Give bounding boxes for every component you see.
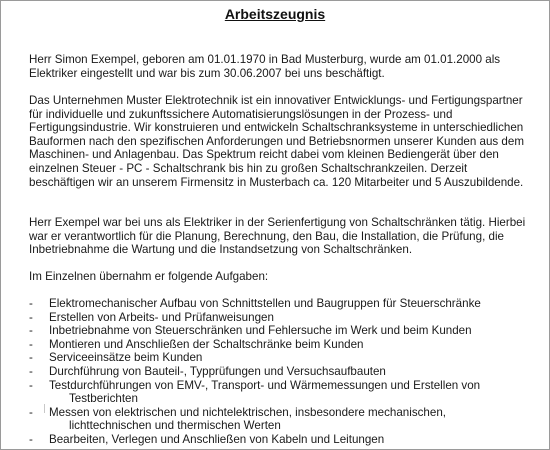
task-list <box>29 297 534 447</box>
task-item <box>29 406 534 433</box>
task-item <box>29 379 534 406</box>
task-text: Elektromechanischer Aufbau von Schnittstellen und Baugruppen für Steuerschränke <box>49 297 481 310</box>
bullet-dash: - <box>29 297 33 310</box>
paragraph-tasks-intro: Im Einzelnen übernahm er folgende Aufgaben: <box>29 270 269 283</box>
margin-mark <box>44 404 45 413</box>
task-text: Montieren und Anschließen der Schaltschränke beim Kunden <box>49 337 364 351</box>
bullet-dash: - <box>29 432 33 446</box>
bullet-dash: - <box>29 364 33 378</box>
task-text-continuation: lichttechnischen und thermischen Werten <box>69 419 281 433</box>
task-text: Testdurchführungen von EMV-, Transport- und Wärmemessungen und Erstellen von <box>49 378 481 392</box>
task-item <box>29 324 534 338</box>
bullet-dash: - <box>29 378 33 392</box>
paragraph-role-description: Herr Exempel war bei uns als Elektriker in der Serienfertigung von Schaltschränken tätig. Hierbei war er verantwortlich für die Planung, Berechnung, den Bau, die Installation, die Prüfung, die Inbetriebnahme die Wartung und die Instandsetzung von Schaltschränken. <box>29 216 526 257</box>
task-text: Serviceeinsätze beim Kunden <box>49 351 203 365</box>
bullet-dash: - <box>29 324 33 338</box>
task-text: Messen von elektrischen und nichtelektrischen, insbesondere mechanischen, <box>49 405 446 419</box>
task-text: Inbetriebnahme von Steuerschränken und Fehlersuche im Werk und beim Kunden <box>49 324 472 338</box>
bullet-dash: - <box>29 351 33 365</box>
paragraph-company-description: Das Unternehmen Muster Elektrotechnik ist ein innovativer Entwicklungs- und Fertigungspartner für individuelle und zukunftssichere Automatisierungslösungen in der Prozess- und Fertigungsindustrie. Wir konstruieren und entwickeln Schaltschranksysteme in unterschiedlichen Bauformen nach den spezifischen Anforderungen und Betriebsnormen unserer Kunden aus dem Maschinen- und Anlagenbau. Das Spektrum reicht dabei vom kleinen Bediengerät über den einzelnen Steuer - PC - Schaltschrank bis hin zu großen Schaltschrankzeilen. Derzeit beschäftigen wir an unserem Firmensitz in Musterbach ca. 120 Mitarbeiter und 5 Auszubildende. <box>29 94 524 189</box>
paragraph-employment-dates: Herr Simon Exempel, geboren am 01.01.1970 in Bad Musterburg, wurde am 01.01.2000 als Elektriker eingestellt und war bis zum 30.06.2007 bei uns beschäftigt. <box>29 53 501 80</box>
task-item <box>29 365 534 379</box>
task-item <box>29 297 534 311</box>
task-item <box>29 338 534 352</box>
task-item <box>29 351 534 365</box>
task-text: Erstellen von Arbeits- und Prüfanweisungen <box>49 310 274 324</box>
bullet-dash: - <box>29 337 33 351</box>
task-text: Durchführung von Bauteil-, Typprüfungen und Versuchsaufbauten <box>49 364 386 378</box>
bullet-dash: - <box>29 405 33 419</box>
bullet-dash: - <box>29 310 33 324</box>
task-item <box>29 433 534 447</box>
task-text-continuation: Testberichten <box>69 392 138 406</box>
task-item <box>29 311 534 325</box>
document-title: Arbeitszeugnis <box>224 6 326 22</box>
task-text: Bearbeiten, Verlegen und Anschließen von Kabeln und Leitungen <box>49 432 385 446</box>
